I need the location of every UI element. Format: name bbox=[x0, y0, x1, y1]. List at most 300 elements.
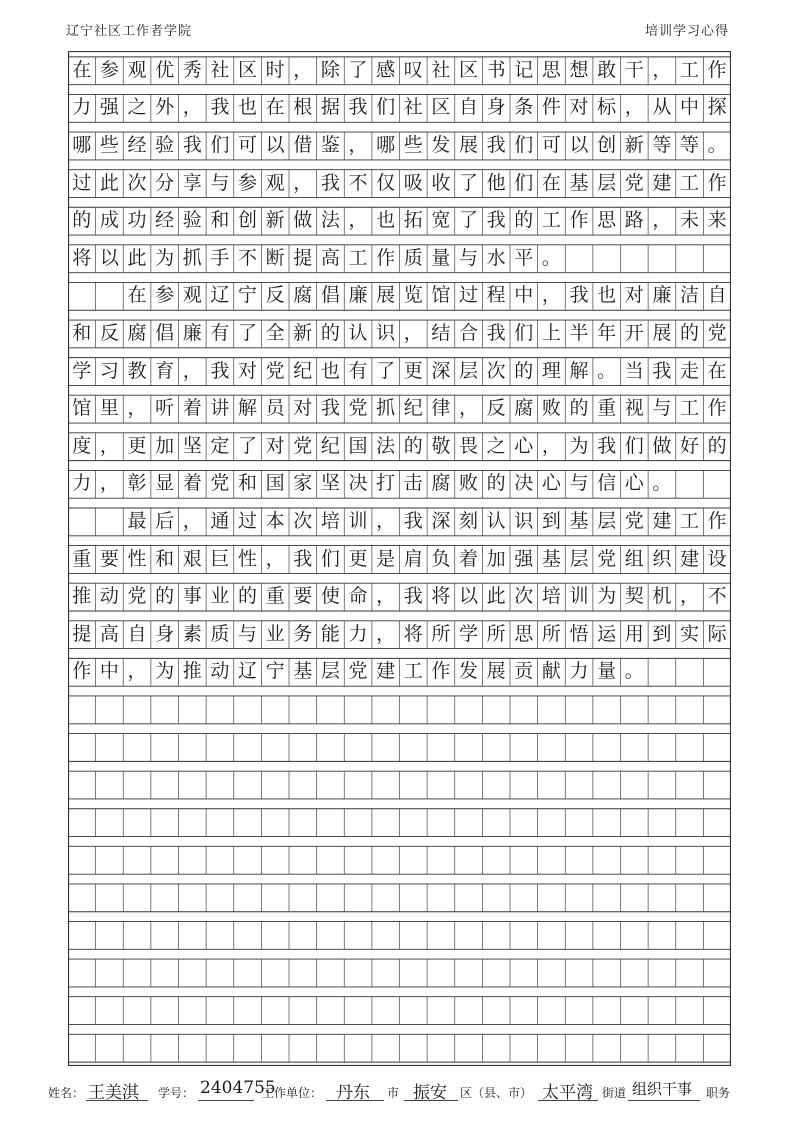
grid-cell-char: 彰 bbox=[127, 472, 147, 495]
grid-cell-char: 将 bbox=[72, 246, 92, 269]
grid-cell-char: 此 bbox=[486, 585, 506, 608]
grid-cell-char: 验 bbox=[155, 134, 175, 157]
grid-cell-char: 与 bbox=[569, 472, 589, 495]
grid-cell-char: 巨 bbox=[210, 547, 230, 570]
grid-cell-char: 工 bbox=[680, 171, 700, 194]
grid-cell-char: 打 bbox=[376, 472, 396, 495]
grid-cell-char: 国 bbox=[348, 434, 368, 457]
grid-cell-char: 了 bbox=[459, 171, 479, 194]
grid-cell-char: 我 bbox=[210, 359, 230, 382]
name-underline bbox=[86, 1100, 148, 1101]
grid-cell-char: 参 bbox=[238, 171, 258, 194]
grid-cell-char: 分 bbox=[155, 171, 175, 194]
grid-cell-char: 工 bbox=[680, 397, 700, 420]
grid-cell-char: ， bbox=[624, 96, 644, 119]
grid-cell-char: 的 bbox=[569, 397, 589, 420]
grid-cell-char: 解 bbox=[238, 397, 258, 420]
grid-cell-char: 党 bbox=[265, 359, 285, 382]
grid-cell-char: 量 bbox=[431, 246, 451, 269]
grid-cell-char: 次 bbox=[127, 171, 147, 194]
grid-cell-char: 党 bbox=[210, 472, 230, 495]
grid-cell-char: 思 bbox=[514, 622, 534, 645]
grid-cell-char: ， bbox=[182, 509, 202, 532]
grid-cell-char: 运 bbox=[597, 622, 617, 645]
grid-cell-char: 全 bbox=[265, 322, 285, 345]
grid-cell-char: 教 bbox=[127, 359, 147, 382]
grid-cell-char: 层 bbox=[320, 660, 340, 683]
grid-cell-char: 过 bbox=[459, 284, 479, 307]
grid-cell-char: 以 bbox=[99, 246, 119, 269]
grid-cell-char: ， bbox=[293, 171, 313, 194]
grid-cell-char: 上 bbox=[541, 322, 561, 345]
grid-cell-char: 识 bbox=[376, 322, 396, 345]
grid-cell-char: 加 bbox=[486, 547, 506, 570]
grid-cell-char: 所 bbox=[431, 622, 451, 645]
grid-cell-char: 决 bbox=[348, 472, 368, 495]
grid-cell-char: 作 bbox=[72, 660, 92, 683]
grid-cell-char: 平 bbox=[514, 246, 534, 269]
grid-cell-char: ， bbox=[293, 58, 313, 81]
grid-cell-char: 纪 bbox=[293, 359, 313, 382]
grid-cell-char: 对 bbox=[238, 359, 258, 382]
grid-cell-char: 性 bbox=[127, 547, 147, 570]
grid-cell-char: ， bbox=[348, 134, 368, 157]
grid-cell-char: 敬 bbox=[431, 434, 451, 457]
grid-cell-char: 廉 bbox=[652, 284, 672, 307]
grid-cell-char: 。 bbox=[541, 246, 561, 269]
grid-cell-char: 书 bbox=[486, 58, 506, 81]
grid-cell-char: 叹 bbox=[403, 58, 423, 81]
grid-cell-char: 根 bbox=[293, 96, 313, 119]
grid-cell-char: 次 bbox=[514, 585, 534, 608]
city-value: 丹东 bbox=[336, 1083, 370, 1103]
grid-row bbox=[68, 771, 731, 799]
grid-cell-char: 法 bbox=[376, 434, 396, 457]
grid-cell-char: 心 bbox=[624, 472, 644, 495]
grid-cell-char: 推 bbox=[182, 660, 202, 683]
grid-cell-char: 国 bbox=[265, 472, 285, 495]
grid-cell-char: 年 bbox=[597, 322, 617, 345]
grid-cell-char: 了 bbox=[376, 359, 396, 382]
grid-cell-char: 认 bbox=[348, 322, 368, 345]
grid-cell-char: 好 bbox=[680, 434, 700, 457]
grid-cell-char: 设 bbox=[707, 547, 727, 570]
grid-cell-char: 定 bbox=[210, 434, 230, 457]
grid-cell-char: 献 bbox=[541, 660, 561, 683]
grid-cell-char: 经 bbox=[127, 134, 147, 157]
grid-cell-char: 们 bbox=[320, 547, 340, 570]
grid-cell-char: 们 bbox=[624, 434, 644, 457]
grid-cell-char: 。 bbox=[707, 134, 727, 157]
grid-cell-char: 击 bbox=[403, 472, 423, 495]
grid-cell-char: 识 bbox=[514, 509, 534, 532]
grid-cell-char: 做 bbox=[652, 434, 672, 457]
grid-cell-char: 层 bbox=[569, 547, 589, 570]
grid-row bbox=[68, 846, 731, 874]
signature-footer bbox=[0, 1078, 799, 1118]
grid-cell-char: 推 bbox=[72, 585, 92, 608]
document-title: 培训学习心得 bbox=[644, 24, 729, 39]
grid-cell-char: 吸 bbox=[403, 171, 423, 194]
grid-cell-char: 素 bbox=[182, 622, 202, 645]
grid-cell-char: 深 bbox=[431, 509, 451, 532]
grid-cell-char: 悟 bbox=[569, 622, 589, 645]
grid-cell-char: 业 bbox=[265, 622, 285, 645]
grid-cell-char: 训 bbox=[569, 585, 589, 608]
grid-cell-char: 力 bbox=[569, 660, 589, 683]
grid-cell-char: 通 bbox=[210, 509, 230, 532]
grid-cell-char: 层 bbox=[597, 509, 617, 532]
grid-cell-char: 党 bbox=[348, 397, 368, 420]
grid-cell-char: 度 bbox=[72, 434, 92, 457]
grid-cell-char: 和 bbox=[72, 322, 92, 345]
grid-cell-char: 区 bbox=[238, 58, 258, 81]
grid-cell-char: 到 bbox=[541, 509, 561, 532]
grid-cell-char: 我 bbox=[348, 96, 368, 119]
page-header bbox=[0, 0, 799, 44]
grid-cell-char: 经 bbox=[155, 209, 175, 232]
grid-cell-char: 观 bbox=[182, 284, 202, 307]
grid-cell-char: 负 bbox=[431, 547, 451, 570]
grid-cell-char: 倡 bbox=[155, 322, 175, 345]
grid-cell-char: 将 bbox=[403, 622, 423, 645]
grid-cell-char: 们 bbox=[514, 322, 534, 345]
grid-cell-char: 工 bbox=[680, 58, 700, 81]
grid-cell-char: 开 bbox=[624, 322, 644, 345]
grid-cell-char: 纪 bbox=[403, 397, 423, 420]
grid-cell-char: 际 bbox=[707, 622, 727, 645]
grid-cell-char: 坚 bbox=[182, 434, 202, 457]
grid-cell-char: 对 bbox=[569, 96, 589, 119]
grid-cell-char: 着 bbox=[182, 472, 202, 495]
grid-cell-char: 质 bbox=[210, 622, 230, 645]
grid-cell-char: 基 bbox=[293, 660, 313, 683]
grid-cell-char: ， bbox=[403, 322, 423, 345]
grid-cell-char: 水 bbox=[486, 246, 506, 269]
grid-cell-char: 对 bbox=[624, 284, 644, 307]
grid-cell-char: 解 bbox=[569, 359, 589, 382]
grid-row bbox=[68, 696, 731, 724]
grid-cell-char: 馆 bbox=[72, 397, 92, 420]
grid-cell-char: 作 bbox=[569, 209, 589, 232]
unit-label: 工作单位： bbox=[262, 1086, 323, 1100]
grid-cell-char: 我 bbox=[486, 209, 506, 232]
grid-cell-char: 肩 bbox=[403, 547, 423, 570]
grid-cell-char: 和 bbox=[155, 547, 175, 570]
grid-cell-char: 更 bbox=[348, 547, 368, 570]
grid-cell-char: 观 bbox=[127, 58, 147, 81]
grid-cell-char: 党 bbox=[348, 660, 368, 683]
grid-cell-char: 们 bbox=[514, 171, 534, 194]
grid-cell-char: 是 bbox=[376, 547, 396, 570]
grid-cell-char: 我 bbox=[569, 284, 589, 307]
grid-cell-char: 重 bbox=[597, 397, 617, 420]
grid-cell-char: 败 bbox=[541, 397, 561, 420]
grid-cell-char: 工 bbox=[403, 660, 423, 683]
grid-cell-char: 本 bbox=[265, 509, 285, 532]
grid-cell-char: 工 bbox=[348, 246, 368, 269]
grid-cell-char: 显 bbox=[155, 472, 175, 495]
grid-cell-char: 反 bbox=[486, 397, 506, 420]
grid-cell-char: 刻 bbox=[459, 509, 479, 532]
grid-cell-char: ， bbox=[99, 434, 119, 457]
grid-cell-char: 优 bbox=[155, 58, 175, 81]
grid-cell-char: 有 bbox=[210, 322, 230, 345]
grid-cell-char: 手 bbox=[210, 246, 230, 269]
grid-cell-char: 据 bbox=[320, 96, 340, 119]
grid-cell-char: 了 bbox=[348, 58, 368, 81]
grid-cell-char: 对 bbox=[265, 434, 285, 457]
grid-cell-char: 败 bbox=[459, 472, 479, 495]
grid-cell-char: 过 bbox=[72, 171, 92, 194]
grid-cell-char: 们 bbox=[376, 96, 396, 119]
grid-cell-char: 的 bbox=[155, 585, 175, 608]
grid-cell-char: 更 bbox=[403, 359, 423, 382]
grid-cell-char: 视 bbox=[624, 397, 644, 420]
grid-cell-char: 参 bbox=[99, 58, 119, 81]
grid-cell-char: 了 bbox=[459, 209, 479, 232]
grid-cell-char: 倡 bbox=[320, 284, 340, 307]
grid-cell-char: 成 bbox=[99, 209, 119, 232]
district-value: 振安 bbox=[413, 1083, 447, 1103]
grid-cell-char: 基 bbox=[569, 509, 589, 532]
grid-cell-char: 此 bbox=[127, 246, 147, 269]
grid-cell-char: 在 bbox=[541, 171, 561, 194]
grid-cell-char: 高 bbox=[320, 246, 340, 269]
grid-cell-char: 以 bbox=[459, 585, 479, 608]
grid-cell-char bbox=[96, 508, 124, 536]
grid-cell-char: 我 bbox=[597, 434, 617, 457]
grid-cell-char: 我 bbox=[403, 509, 423, 532]
grid-cell-char: 过 bbox=[238, 509, 258, 532]
grid-cell-char: 务 bbox=[293, 622, 313, 645]
grid-cell-char: 在 bbox=[127, 284, 147, 307]
grid-cell-char: 层 bbox=[459, 359, 479, 382]
grid-cell-char: ， bbox=[541, 434, 561, 457]
grid-cell-char: 里 bbox=[99, 397, 119, 420]
grid-cell-char: 也 bbox=[238, 96, 258, 119]
district-underline bbox=[404, 1100, 458, 1101]
grid-cell-char: 反 bbox=[99, 322, 119, 345]
grid-cell-char: 思 bbox=[541, 58, 561, 81]
grid-cell-char: ， bbox=[376, 509, 396, 532]
grid-cell-char: 建 bbox=[680, 547, 700, 570]
grid-cell-char: 对 bbox=[293, 397, 313, 420]
grid-cell-char: 要 bbox=[293, 585, 313, 608]
grid-cell-char: 建 bbox=[652, 509, 672, 532]
grid-cell-char: 要 bbox=[99, 547, 119, 570]
grid-cell-char: 性 bbox=[238, 547, 258, 570]
grid-cell-char: 作 bbox=[431, 660, 451, 683]
grid-cell-char: 讲 bbox=[210, 397, 230, 420]
street-underline bbox=[538, 1100, 598, 1101]
grid-cell-char: 最 bbox=[127, 509, 147, 532]
grid-cell-char: 反 bbox=[265, 284, 285, 307]
grid-cell-char: 基 bbox=[569, 171, 589, 194]
grid-cell-char: 件 bbox=[541, 96, 561, 119]
grid-cell-char: 展 bbox=[486, 660, 506, 683]
grid-cell-char: 观 bbox=[265, 171, 285, 194]
grid-cell-char: 腐 bbox=[127, 322, 147, 345]
grid-cell-char: 中 bbox=[99, 660, 119, 683]
grid-cell-char: 当 bbox=[624, 359, 644, 382]
grid-cell-char: 在 bbox=[72, 58, 92, 81]
grid-cell-char: 力 bbox=[72, 96, 92, 119]
grid-cell-char: 为 bbox=[155, 660, 175, 683]
grid-cell-char: 以 bbox=[569, 134, 589, 157]
grid-cell-char: 到 bbox=[652, 622, 672, 645]
grid-cell-char: ， bbox=[127, 397, 147, 420]
grid-cell-char: 我 bbox=[210, 96, 230, 119]
grid-cell-char: 我 bbox=[320, 397, 340, 420]
grid-cell-char: 自 bbox=[707, 284, 727, 307]
grid-cell-char: 动 bbox=[99, 585, 119, 608]
grid-cell-char: 工 bbox=[680, 509, 700, 532]
grid-cell-char: 我 bbox=[182, 134, 202, 157]
grid-cell-char: 作 bbox=[707, 171, 727, 194]
grid-cell-char: 质 bbox=[403, 246, 423, 269]
city-underline bbox=[326, 1100, 384, 1101]
grid-cell-char: 社 bbox=[431, 58, 451, 81]
grid-cell-char: 廉 bbox=[348, 284, 368, 307]
grid-cell-char: 展 bbox=[652, 322, 672, 345]
writing-grid bbox=[68, 51, 731, 1066]
grid-cell-char: 拓 bbox=[403, 209, 423, 232]
grid-cell-char: 馆 bbox=[431, 284, 451, 307]
grid-cell-char: ， bbox=[652, 209, 672, 232]
grid-cell-char: 们 bbox=[210, 134, 230, 157]
grid-cell-char: 法 bbox=[320, 209, 340, 232]
grid-cell-char: 我 bbox=[320, 171, 340, 194]
grid-cell-char: 哪 bbox=[376, 134, 396, 157]
grid-cell-char: 用 bbox=[624, 622, 644, 645]
grid-cell-char: 。 bbox=[652, 472, 672, 495]
grid-cell-char: ， bbox=[348, 209, 368, 232]
grid-cell-char: 的 bbox=[320, 322, 340, 345]
grid-cell-char: 也 bbox=[376, 209, 396, 232]
grid-cell-char: 党 bbox=[624, 509, 644, 532]
grid-cell-char: 工 bbox=[541, 209, 561, 232]
grid-cell-char: 的 bbox=[514, 209, 534, 232]
grid-cell-char: 结 bbox=[431, 322, 451, 345]
name-value: 王美淇 bbox=[88, 1083, 139, 1103]
grid-cell-char: 与 bbox=[238, 622, 258, 645]
grid-cell-char: 走 bbox=[680, 359, 700, 382]
grid-cell-char: 着 bbox=[182, 397, 202, 420]
grid-cell-char: 半 bbox=[569, 322, 589, 345]
grid-cell-char: 的 bbox=[680, 322, 700, 345]
grid-cell-char: 腐 bbox=[293, 284, 313, 307]
grid-cell-char: 秀 bbox=[182, 58, 202, 81]
position-value: 组织干事 bbox=[632, 1080, 693, 1098]
grid-cell-char: ， bbox=[680, 585, 700, 608]
grid-cell-char: 创 bbox=[597, 134, 617, 157]
grid-cell-char: 作 bbox=[707, 58, 727, 81]
grid-cell-char: 不 bbox=[707, 585, 727, 608]
grid-cell-char: 培 bbox=[541, 585, 561, 608]
grid-cell-char: 和 bbox=[210, 209, 230, 232]
grid-cell-char bbox=[68, 508, 96, 536]
grid-cell-char: ， bbox=[182, 96, 202, 119]
grid-cell-char: 验 bbox=[182, 209, 202, 232]
grid-cell-char: 哪 bbox=[72, 134, 92, 157]
grid-cell-char: 织 bbox=[652, 547, 672, 570]
grid-cell-char: 作 bbox=[707, 509, 727, 532]
position-underline bbox=[628, 1100, 700, 1101]
grid-cell-char: 辽 bbox=[210, 284, 230, 307]
grid-cell-char: 党 bbox=[127, 585, 147, 608]
grid-cell-char: 我 bbox=[486, 322, 506, 345]
grid-cell-char: 与 bbox=[459, 246, 479, 269]
grid-cell-char: 等 bbox=[652, 134, 672, 157]
grid-cell-char: 育 bbox=[155, 359, 175, 382]
grid-cell-char: ， bbox=[652, 58, 672, 81]
grid-cell-char: 理 bbox=[541, 359, 561, 382]
institution-name: 辽宁社区工作者学院 bbox=[66, 24, 193, 39]
grid-cell-char: 所 bbox=[541, 622, 561, 645]
grid-cell-char: 中 bbox=[514, 284, 534, 307]
grid-cell-char: 动 bbox=[210, 660, 230, 683]
grid-cell-char: 加 bbox=[155, 434, 175, 457]
grid-cell-char: 也 bbox=[320, 359, 340, 382]
grid-cell-char: 以 bbox=[265, 134, 285, 157]
grid-cell-char: 仅 bbox=[376, 171, 396, 194]
grid-cell-char: 家 bbox=[293, 472, 313, 495]
grid-cell-char: 实 bbox=[680, 622, 700, 645]
grid-cell-char: 与 bbox=[652, 397, 672, 420]
grid-cell-char: 参 bbox=[155, 284, 175, 307]
grid-cell-char: 的 bbox=[514, 359, 534, 382]
grid-cell-char: 党 bbox=[293, 434, 313, 457]
position-label: 职务 bbox=[706, 1086, 731, 1100]
grid-cell-char: ， bbox=[182, 359, 202, 382]
grid-cell-char: 新 bbox=[624, 134, 644, 157]
grid-cell-char: 此 bbox=[99, 171, 119, 194]
grid-cell-char: 鉴 bbox=[320, 134, 340, 157]
grid-cell-char: 等 bbox=[680, 134, 700, 157]
grid-cell-char: 层 bbox=[597, 171, 617, 194]
grid-cell-char bbox=[68, 282, 96, 310]
grid-cell-char: 了 bbox=[238, 434, 258, 457]
grid-cell-char: 强 bbox=[99, 96, 119, 119]
grid-cell-char: 些 bbox=[99, 134, 119, 157]
grid-cell-char: 可 bbox=[238, 134, 258, 157]
grid-cell-char: 的 bbox=[486, 472, 506, 495]
grid-cell-char: 训 bbox=[348, 509, 368, 532]
grid-cell-char: 探 bbox=[707, 96, 727, 119]
grid-cell-char: 强 bbox=[514, 547, 534, 570]
grid-cell-char: 提 bbox=[72, 622, 92, 645]
grid-cell-char: 抓 bbox=[182, 246, 202, 269]
grid-cell-char: 我 bbox=[486, 134, 506, 157]
grid-cell-char: 区 bbox=[431, 96, 451, 119]
grid-cell-char bbox=[96, 282, 124, 310]
grid-cell-char: 不 bbox=[348, 171, 368, 194]
grid-cell-char: 我 bbox=[403, 585, 423, 608]
grid-cell-char: 干 bbox=[624, 58, 644, 81]
grid-cell-char: 合 bbox=[459, 322, 479, 345]
grid-cell-char: 听 bbox=[155, 397, 175, 420]
grid-cell-char: 标 bbox=[597, 96, 617, 119]
grid-cell-char: 新 bbox=[293, 322, 313, 345]
grid-cell-char: 从 bbox=[652, 96, 672, 119]
grid-cell-char: 可 bbox=[541, 134, 561, 157]
grid-cell-char: 将 bbox=[431, 585, 451, 608]
grid-cell-char: 习 bbox=[99, 359, 119, 382]
grid-cell-char: 不 bbox=[238, 246, 258, 269]
grid-cell-char: 社 bbox=[403, 96, 423, 119]
id-underline bbox=[198, 1100, 254, 1101]
